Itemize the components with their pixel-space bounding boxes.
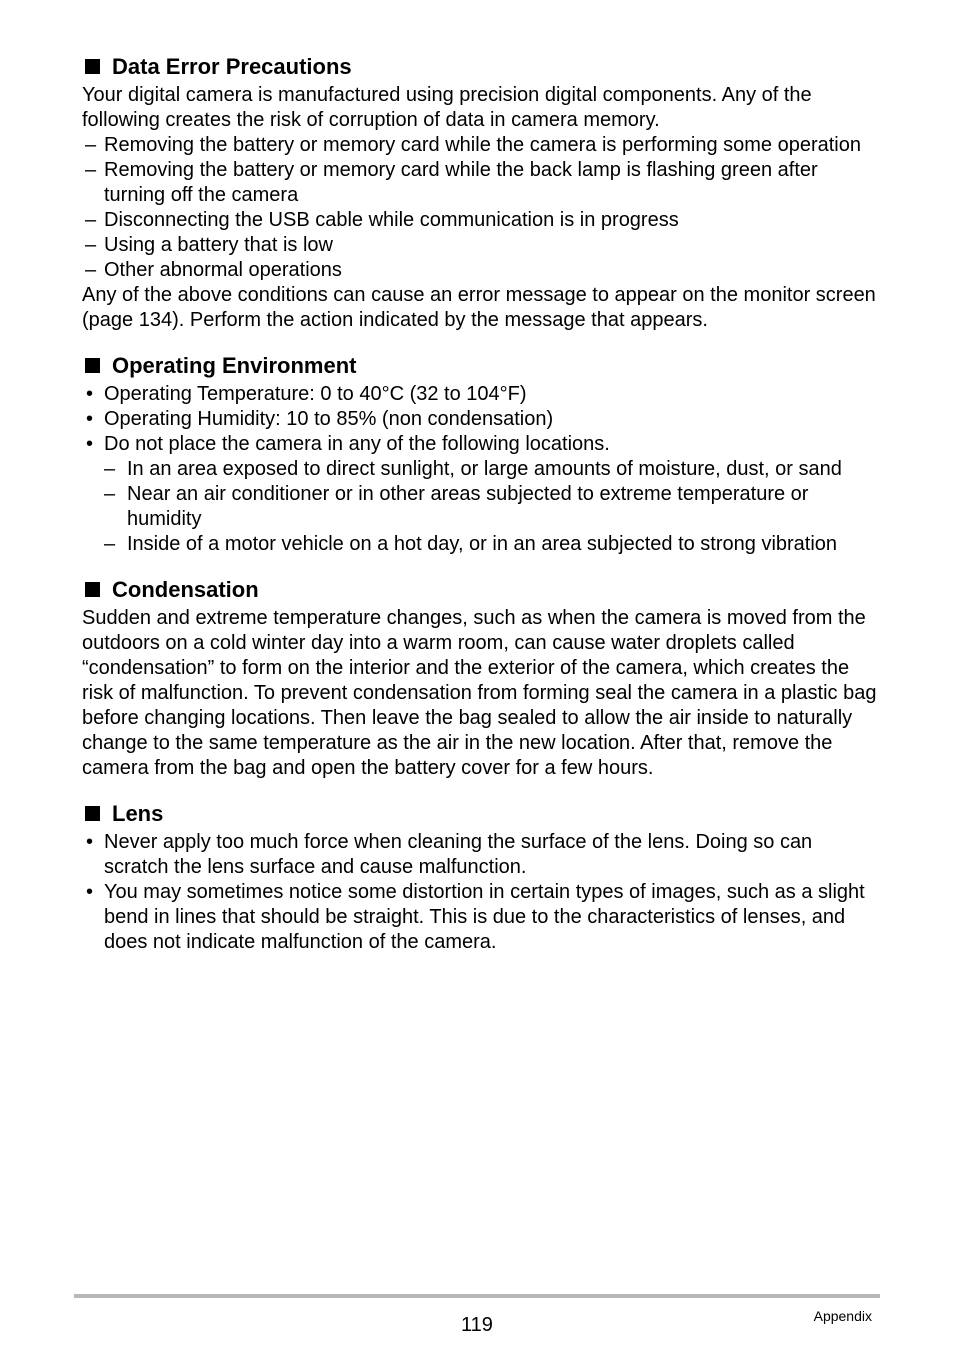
- dash-marker: –: [104, 458, 116, 480]
- page-content: [82, 52, 882, 973]
- section-heading: [82, 575, 882, 603]
- list-item: [82, 407, 882, 432]
- paragraph: Any of the above conditions can cause an error message to appear on the monitor screen (page 134). Perform the action indicated by the message that appears.: [82, 284, 876, 331]
- list-item: [82, 258, 882, 283]
- list-item: [82, 830, 882, 880]
- dash-marker: –: [104, 483, 116, 505]
- list-item: [82, 133, 882, 158]
- list-item-text: Using a battery that is low: [104, 234, 333, 256]
- paragraph: Sudden and extreme temperature changes, such as when the camera is moved from the outdoors on a cold winter day into a warm room, can cause water droplets called “condensation” to form on the interior and the exterior of the camera, which creates the risk of malfunction. To prevent condensation from forming seal the camera in a plastic bag before changing locations. Then leave the bag sealed to allow the air inside to naturally change to the same temperature as the air in the new location. After that, remove the camera from the bag and open the battery cover for a few hours.: [82, 607, 877, 779]
- dash-marker: –: [85, 259, 97, 281]
- list-item: [82, 382, 882, 407]
- sub-list-item: [82, 482, 882, 532]
- section-title: Operating Environment: [112, 352, 357, 378]
- dash-marker: –: [104, 533, 116, 555]
- sub-list-item: [82, 457, 882, 482]
- section-title: Data Error Precautions: [112, 53, 352, 79]
- bullet-marker: •: [86, 408, 94, 430]
- bullet-marker: •: [86, 831, 94, 853]
- bullet-marker: •: [86, 383, 94, 405]
- list-item-text: In an area exposed to direct sunlight, or large amounts of moisture, dust, or sand: [127, 458, 842, 480]
- square-bullet-icon: [85, 806, 100, 821]
- section-condensation: [82, 575, 882, 781]
- section-heading: [82, 52, 882, 80]
- section-data-error-precautions: [82, 52, 882, 333]
- list-item-text: Operating Humidity: 10 to 85% (non condensation): [104, 408, 554, 430]
- square-bullet-icon: [85, 582, 100, 597]
- list-item-text: Inside of a motor vehicle on a hot day, or in an area subjected to strong vibration: [127, 533, 838, 555]
- list-item: [82, 208, 882, 233]
- footer-divider: [74, 1294, 880, 1298]
- dash-marker: –: [85, 159, 97, 181]
- list-item-text: Removing the battery or memory card while the back lamp is flashing green after turning off the camera: [104, 159, 818, 206]
- sub-list-item: [82, 532, 882, 557]
- square-bullet-icon: [85, 59, 100, 74]
- list-item-text: Other abnormal operations: [104, 259, 342, 281]
- list-item: [82, 158, 882, 208]
- bullet-marker: •: [86, 881, 94, 903]
- dash-marker: –: [85, 209, 97, 231]
- section-title: Lens: [112, 800, 164, 826]
- dash-marker: –: [85, 134, 97, 156]
- list-item-text: Disconnecting the USB cable while communication is in progress: [104, 209, 679, 231]
- section-operating-environment: [82, 351, 882, 557]
- list-item-text: Operating Temperature: 0 to 40°C (32 to 104°F): [104, 383, 527, 405]
- dash-marker: –: [85, 234, 97, 256]
- list-item: [82, 880, 882, 955]
- bullet-marker: •: [86, 433, 94, 455]
- section-heading: [82, 351, 882, 379]
- section-heading: [82, 799, 882, 827]
- list-item-text: Near an air conditioner or in other areas subjected to extreme temperature or humidity: [127, 483, 809, 530]
- square-bullet-icon: [85, 358, 100, 373]
- list-item: [82, 233, 882, 258]
- footer-section-label: Appendix: [813, 1308, 872, 1324]
- list-item-text: You may sometimes notice some distortion in certain types of images, such as a slight bend in lines that should be straight. This is due to the characteristics of lenses, and does not indicate malfunction of the camera.: [104, 881, 865, 953]
- paragraph: Your digital camera is manufactured using precision digital components. Any of the following creates the risk of corruption of data in camera memory.: [82, 84, 812, 131]
- list-item-text: Never apply too much force when cleaning the surface of the lens. Doing so can scratch the lens surface and cause malfunction.: [104, 831, 813, 878]
- list-item: [82, 432, 882, 457]
- section-lens: [82, 799, 882, 955]
- page-number: 119: [461, 1314, 493, 1336]
- section-title: Condensation: [112, 576, 259, 602]
- list-item-text: Do not place the camera in any of the following locations.: [104, 433, 610, 455]
- list-item-text: Removing the battery or memory card while the camera is performing some operation: [104, 134, 861, 156]
